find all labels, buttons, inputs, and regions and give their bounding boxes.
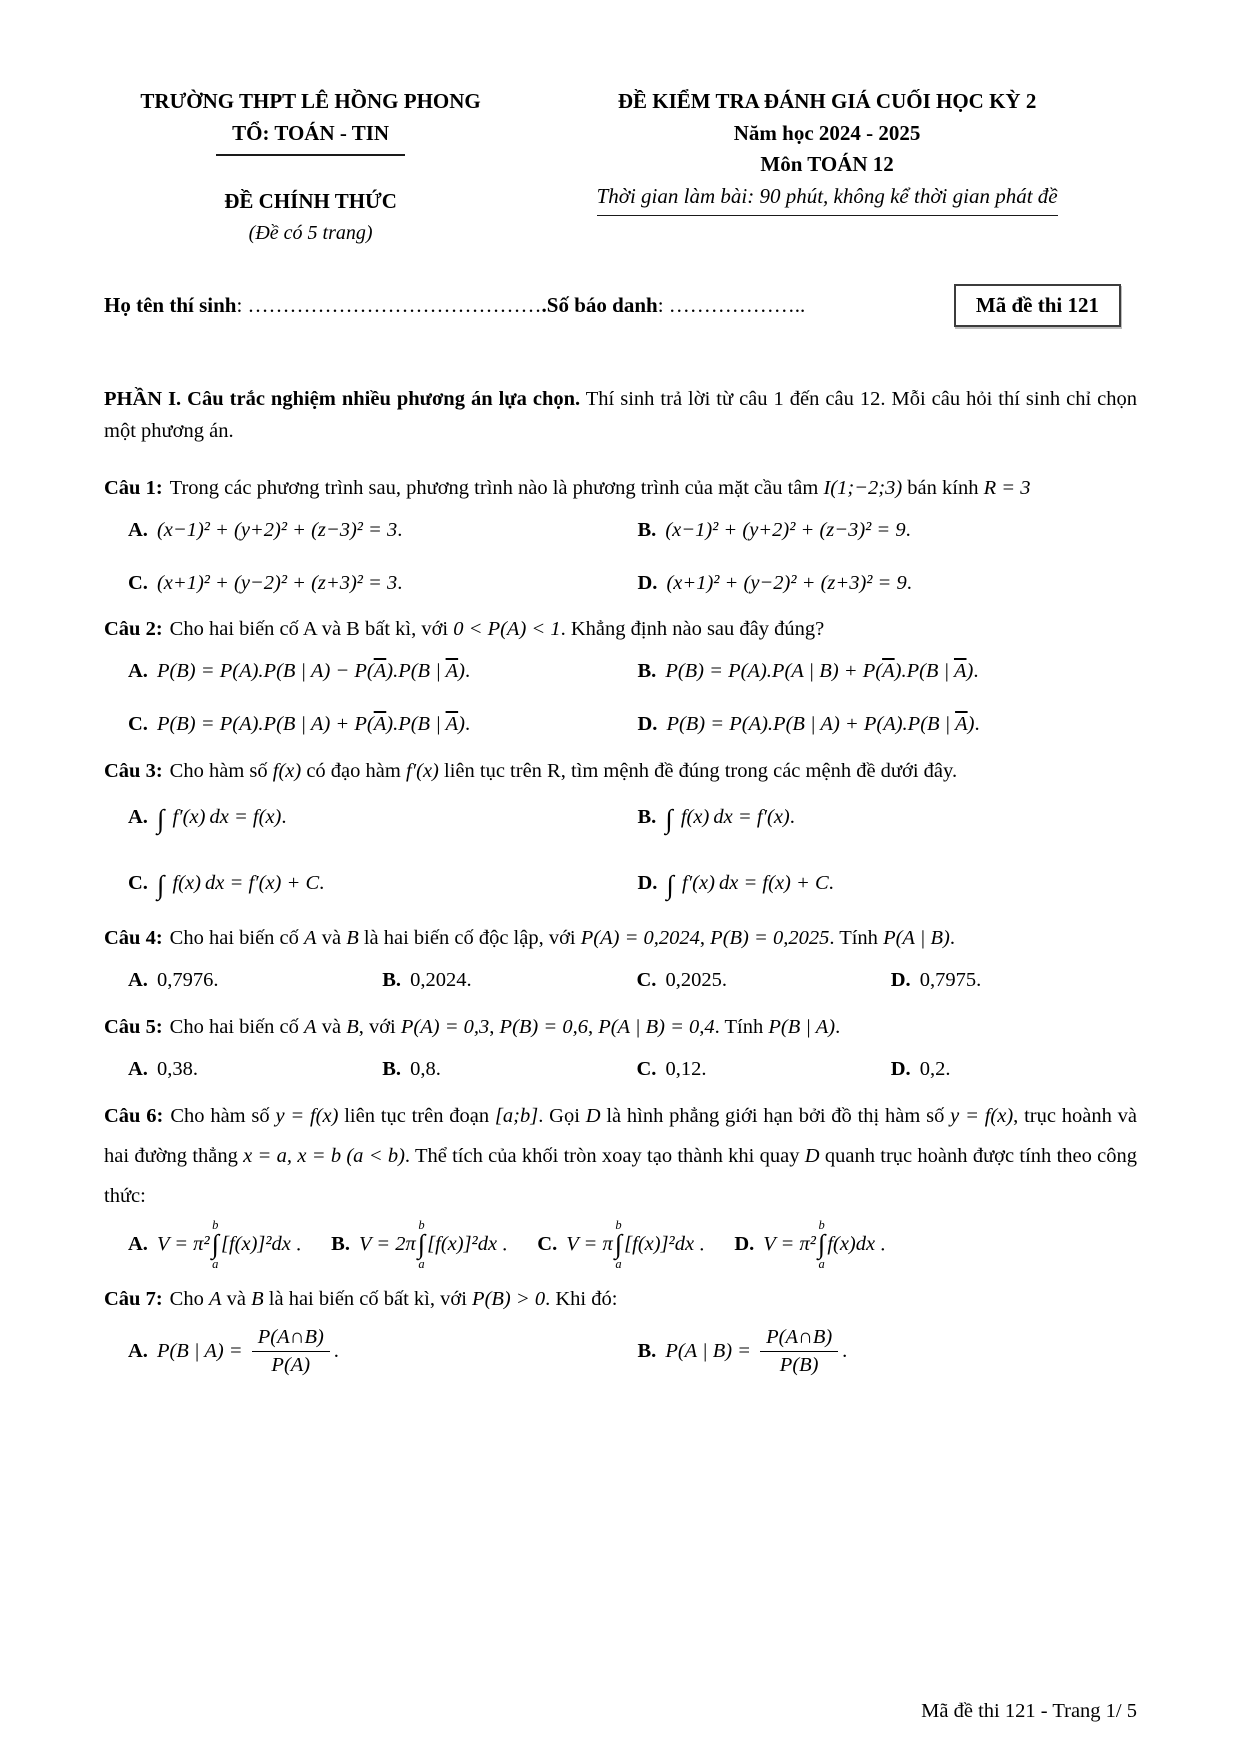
- option: [537, 1219, 704, 1272]
- option: [891, 961, 1137, 1000]
- question: [104, 610, 1137, 744]
- option-text: 0,2025.: [665, 968, 727, 991]
- candidate-id-label: .Số báo danh: [541, 292, 658, 317]
- option: [734, 1219, 885, 1272]
- option: [128, 1219, 301, 1272]
- question-number: Câu 4:: [104, 926, 163, 949]
- option: [128, 705, 628, 744]
- part1-heading-rest: Thí sinh trả lời từ câu 1 đến câu 12. Mỗi câu hỏi thí sinh chỉ chọn một phương án.: [104, 387, 1137, 443]
- duration-note: Thời gian làm bài: 90 phút, không kể thời gian phát đề: [597, 181, 1058, 217]
- part1-heading-bold: PHẦN I. Câu trắc nghiệm nhiều phương án lựa chọn.: [104, 387, 581, 410]
- option-label: B.: [331, 1232, 350, 1255]
- option: [128, 1050, 374, 1089]
- question-stem-text: Cho hai biến cố A và B, với P(A) = 0,3, P(B) = 0,6, P(A | B) = 0,4. Tính P(B | A).: [169, 1015, 841, 1038]
- option-text: 0,2024.: [410, 968, 472, 991]
- option-text: V = π² b ∫ a f(x)dx .: [763, 1217, 886, 1271]
- option-text: P(B | A) = $\frac{P(A\cap B)}{P(A)}$ .: [157, 1340, 339, 1362]
- option-text: V = π b ∫ a [f(x)]²dx .: [566, 1217, 705, 1271]
- option: [638, 705, 1138, 744]
- question: [104, 469, 1137, 603]
- option: [637, 1050, 883, 1089]
- option: [382, 1050, 628, 1089]
- question: [104, 1280, 1137, 1382]
- options: [104, 511, 1137, 603]
- question-stem-text: Cho hàm số f(x) có đạo hàm f′(x) liên tục trên R, tìm mệnh đề đúng trong các mệnh đề dưới đây.: [169, 760, 958, 783]
- subject-name: Môn TOÁN 12: [760, 152, 894, 176]
- option-text: (x+1)² + (y−2)² + (z+3)² = 9.: [666, 571, 912, 594]
- question-stem-text: Cho A và B là hai biến cố bất kì, với P(B) > 0. Khi đó:: [169, 1287, 618, 1310]
- option-label: C.: [128, 871, 148, 894]
- option-text: (x+1)² + (y−2)² + (z+3)² = 3.: [156, 571, 403, 594]
- question-stem-text: Cho hai biến cố A và B là hai biến cố độc lập, với P(A) = 0,2024, P(B) = 0,2025. Tính P(A | B).: [169, 926, 955, 949]
- option-text: P(B) = P(A).P(B | $A) - P(\overline{A}).P(B$ | $\overline{A}$).: [156, 660, 471, 683]
- option-label: D.: [637, 713, 658, 736]
- option: [382, 961, 628, 1000]
- option-text: ∫ f′(x) dx = f(x).: [156, 804, 287, 835]
- candidate-row: [104, 284, 1137, 327]
- option-label: B.: [382, 968, 402, 991]
- question-number: Câu 6:: [104, 1104, 164, 1127]
- option-label: A.: [128, 968, 148, 991]
- option: [128, 564, 628, 603]
- option-text: (x−1)² + (y+2)² + (z−3)² = 9.: [665, 518, 911, 541]
- question-stem: [104, 1008, 1137, 1048]
- fraction: $\frac{P(A\cap B)}{P(B)}$: [760, 1324, 838, 1380]
- option: [128, 1322, 628, 1382]
- question-number: Câu 3:: [104, 760, 163, 783]
- option-label: A.: [128, 1232, 148, 1255]
- option-label: A.: [128, 806, 148, 829]
- option: [637, 961, 883, 1000]
- option-label: B.: [637, 1339, 657, 1362]
- options: [104, 794, 1137, 911]
- question-number: Câu 2:: [104, 618, 163, 641]
- question-stem: [104, 610, 1137, 650]
- question-stem-text: Cho hai biến cố A và B bất kì, với 0 < P(A) < 1. Khẳng định nào sau đây đúng?: [169, 618, 825, 641]
- options: [104, 1322, 1137, 1382]
- candidate-name-dots: : ……………………………………: [236, 292, 542, 317]
- option: [128, 652, 628, 691]
- header-right: [517, 86, 1137, 248]
- option-text: P(A | B) = $\frac{P(A\cap B)}{P(B)}$ .: [665, 1340, 847, 1362]
- option-label: B.: [382, 1057, 402, 1080]
- option: [638, 652, 1138, 691]
- exam-header: [104, 86, 1137, 248]
- question-stem: [104, 1097, 1137, 1217]
- official-label: ĐỀ CHÍNH THỨC: [224, 189, 397, 213]
- option-text: (x−1)² + (y+2)² + (z−3)² = 3.: [156, 518, 403, 541]
- exam-title: ĐỀ KIỂM TRA ĐÁNH GIÁ CUỐI HỌC KỲ 2: [617, 89, 1037, 113]
- page-footer: Mã đề thi 121 - Trang 1/ 5: [921, 1700, 1137, 1722]
- option-text: 0,2.: [919, 1057, 951, 1080]
- department-name: TỔ: TOÁN - TIN: [104, 118, 517, 157]
- candidate-id-dots: : ………………..: [657, 292, 806, 317]
- option-text: 0,12.: [665, 1057, 707, 1080]
- question-stem: [104, 919, 1137, 959]
- option-label: B.: [637, 518, 657, 541]
- option-label: A.: [128, 1057, 148, 1080]
- definite-integral: b ∫ a: [417, 1217, 426, 1271]
- option-text: P(B) = P(A).P(A | $B) + P(\overline{A}).P(B$ | $\overline{A}$).: [665, 660, 979, 683]
- option-text: ∫ f′(x) dx = f(x) + C.: [666, 869, 834, 900]
- option-text: ∫ f(x) dx = f′(x) + C.: [156, 869, 325, 900]
- options: [104, 652, 1137, 744]
- option-text: V = 2π b ∫ a [f(x)]²dx .: [358, 1217, 508, 1271]
- question: [104, 752, 1137, 911]
- option-text: 0,38.: [156, 1057, 198, 1080]
- option-text: P(B) = P(A).P(B | $A) + P(\overline{A}).P(B$ | $\overline{A}$).: [156, 713, 471, 736]
- option: [331, 1219, 507, 1272]
- question-number: Câu 5:: [104, 1015, 163, 1038]
- option: [638, 564, 1138, 603]
- header-left: [104, 86, 517, 248]
- option-label: D.: [890, 968, 911, 991]
- option-label: A.: [128, 1339, 148, 1362]
- option-text: P(B) = P(A).P(B | A) + P(A).P(B | $\overline{A}$).: [666, 713, 980, 736]
- option-label: C.: [128, 571, 148, 594]
- option-label: C.: [636, 968, 657, 991]
- option: [128, 860, 628, 911]
- question-number: Câu 1:: [104, 476, 163, 499]
- candidate-text: [104, 293, 954, 318]
- option: [891, 1050, 1137, 1089]
- option-text: V = π² b ∫ a [f(x)]²dx .: [156, 1217, 302, 1271]
- options: [104, 961, 1137, 1000]
- option: [128, 794, 628, 845]
- option: [638, 860, 1138, 911]
- part1-heading: [104, 383, 1137, 449]
- candidate-name-label: Họ tên thí sinh: [104, 292, 237, 317]
- definite-integral: b ∫ a: [211, 1217, 219, 1271]
- question-stem: [104, 469, 1137, 509]
- option-text: 0,7975.: [919, 968, 982, 991]
- question-stem: [104, 752, 1137, 792]
- option-label: C.: [636, 1057, 657, 1080]
- questions-list: [104, 469, 1137, 1382]
- option-text: 0,8.: [410, 1057, 441, 1080]
- question-stem: [104, 1280, 1137, 1320]
- option: [128, 511, 628, 550]
- option-label: D.: [890, 1057, 911, 1080]
- definite-integral: b ∫ a: [614, 1217, 623, 1271]
- duration-line: [517, 181, 1137, 217]
- option-label: B.: [637, 806, 657, 829]
- option-label: D.: [734, 1232, 755, 1255]
- fraction: $\frac{P(A\cap B)}{P(A)}$: [252, 1324, 330, 1380]
- option-label: C.: [537, 1232, 558, 1255]
- option: [128, 961, 374, 1000]
- pages-note: (Đề có 5 trang): [248, 221, 373, 244]
- options: [104, 1219, 1137, 1272]
- question-stem-text: Trong các phương trình sau, phương trình nào là phương trình của mặt cầu tâm I(1;−2;3) bán kính R = 3: [169, 476, 1031, 499]
- options: [104, 1050, 1137, 1089]
- question: [104, 919, 1137, 1000]
- option-text: ∫ f(x) dx = f′(x).: [665, 804, 795, 835]
- definite-integral: b ∫ a: [817, 1217, 826, 1271]
- option: [638, 794, 1138, 845]
- option-label: D.: [637, 871, 658, 894]
- question: [104, 1008, 1137, 1089]
- option-label: C.: [128, 713, 148, 736]
- question-stem-text: Cho hàm số y = f(x) liên tục trên đoạn [a;b]. Gọi D là hình phẳng giới hạn bởi đồ thị hàm số y = f(x), trục hoành và hai đường thẳng x = a, x = b (a < b). Thể tích của khối tròn xoay tạo thành khi quay D quanh trục hoành được tính theo công thức:: [104, 1104, 1138, 1207]
- exam-code-box: Mã đề thi 121: [954, 284, 1121, 327]
- option: [638, 511, 1138, 550]
- option-label: D.: [637, 571, 658, 594]
- option-label: A.: [128, 660, 148, 683]
- question: [104, 1097, 1137, 1272]
- option-label: A.: [128, 518, 148, 541]
- option-text: 0,7976.: [156, 968, 219, 991]
- option: [638, 1322, 1138, 1382]
- question-number: Câu 7:: [104, 1287, 163, 1310]
- school-year: Năm học 2024 - 2025: [733, 120, 921, 145]
- school-name: TRƯỜNG THPT LÊ HỒNG PHONG: [140, 89, 481, 113]
- option-label: B.: [637, 660, 657, 683]
